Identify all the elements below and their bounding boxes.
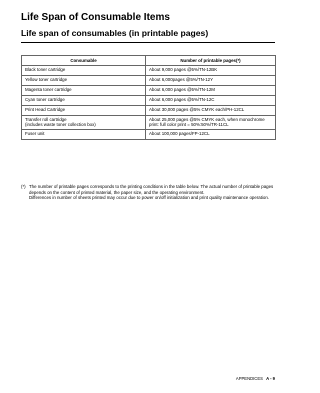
column-header-pages: Number of printable pages(*) [146, 56, 276, 66]
pages-cell: About 30,000 pages @5% CMYK each/PH-12CL [146, 106, 276, 116]
table-row [22, 66, 276, 76]
footer-section: APPENDICES [235, 376, 263, 381]
column-header-consumable: Consumable [22, 56, 146, 66]
pages-cell: About 9,000 pages @5%/TN-12BK [146, 66, 276, 76]
pages-cell: About 6,000pages @5%/TN-12Y [146, 76, 276, 86]
footnote-marker: (*) [21, 184, 26, 189]
footnote [21, 184, 277, 201]
table-row [22, 86, 276, 96]
table-body [22, 66, 276, 140]
consumables-table [21, 55, 276, 140]
consumable-cell: Print Head Cartridge [22, 106, 146, 116]
consumable-cell: Black toner cartridge [22, 66, 146, 76]
consumable-cell: Transfer roll cartridge (includes waste toner collection box) [22, 116, 146, 130]
pages-cell: About 6,000 pages @5%/TN-12M [146, 86, 276, 96]
table-row [22, 116, 276, 130]
footer-page-number: A - 9 [266, 376, 275, 381]
table-row [22, 76, 276, 86]
pages-cell: About 6,000 pages @5%/TN-12C [146, 96, 276, 106]
footnote-text-2: Differences in number of sheets printed may occur due to power on/off initialization and print quality maintenance operation. [29, 195, 269, 201]
title-divider [21, 42, 275, 43]
consumable-cell: Yellow toner cartridge [22, 76, 146, 86]
table-row [22, 129, 276, 139]
consumable-cell: Magenta toner cartridge [22, 86, 146, 96]
page-title: Life Span of Consumable Items [21, 12, 170, 23]
page-footer [236, 376, 275, 381]
footnote-text-1: The number of printable pages corresponds to the printing conditions in the table below. The actual number of printable pages depends on the content of printed material, the paper size, and the operating environment. [29, 184, 274, 195]
table-row [22, 96, 276, 106]
consumable-cell: Fuser unit [22, 129, 146, 139]
pages-cell: About 25,000 pages @5% CMYK each, when monochrome print: full color print = 50%:50%/TR-11CL [146, 116, 276, 130]
pages-cell: About 100,000 pages/FP-12CL [146, 129, 276, 139]
consumable-cell: Cyan toner cartridge [22, 96, 146, 106]
table-header-row [22, 56, 276, 66]
section-subtitle: Life span of consumables (in printable pages) [21, 28, 209, 38]
table-row [22, 106, 276, 116]
